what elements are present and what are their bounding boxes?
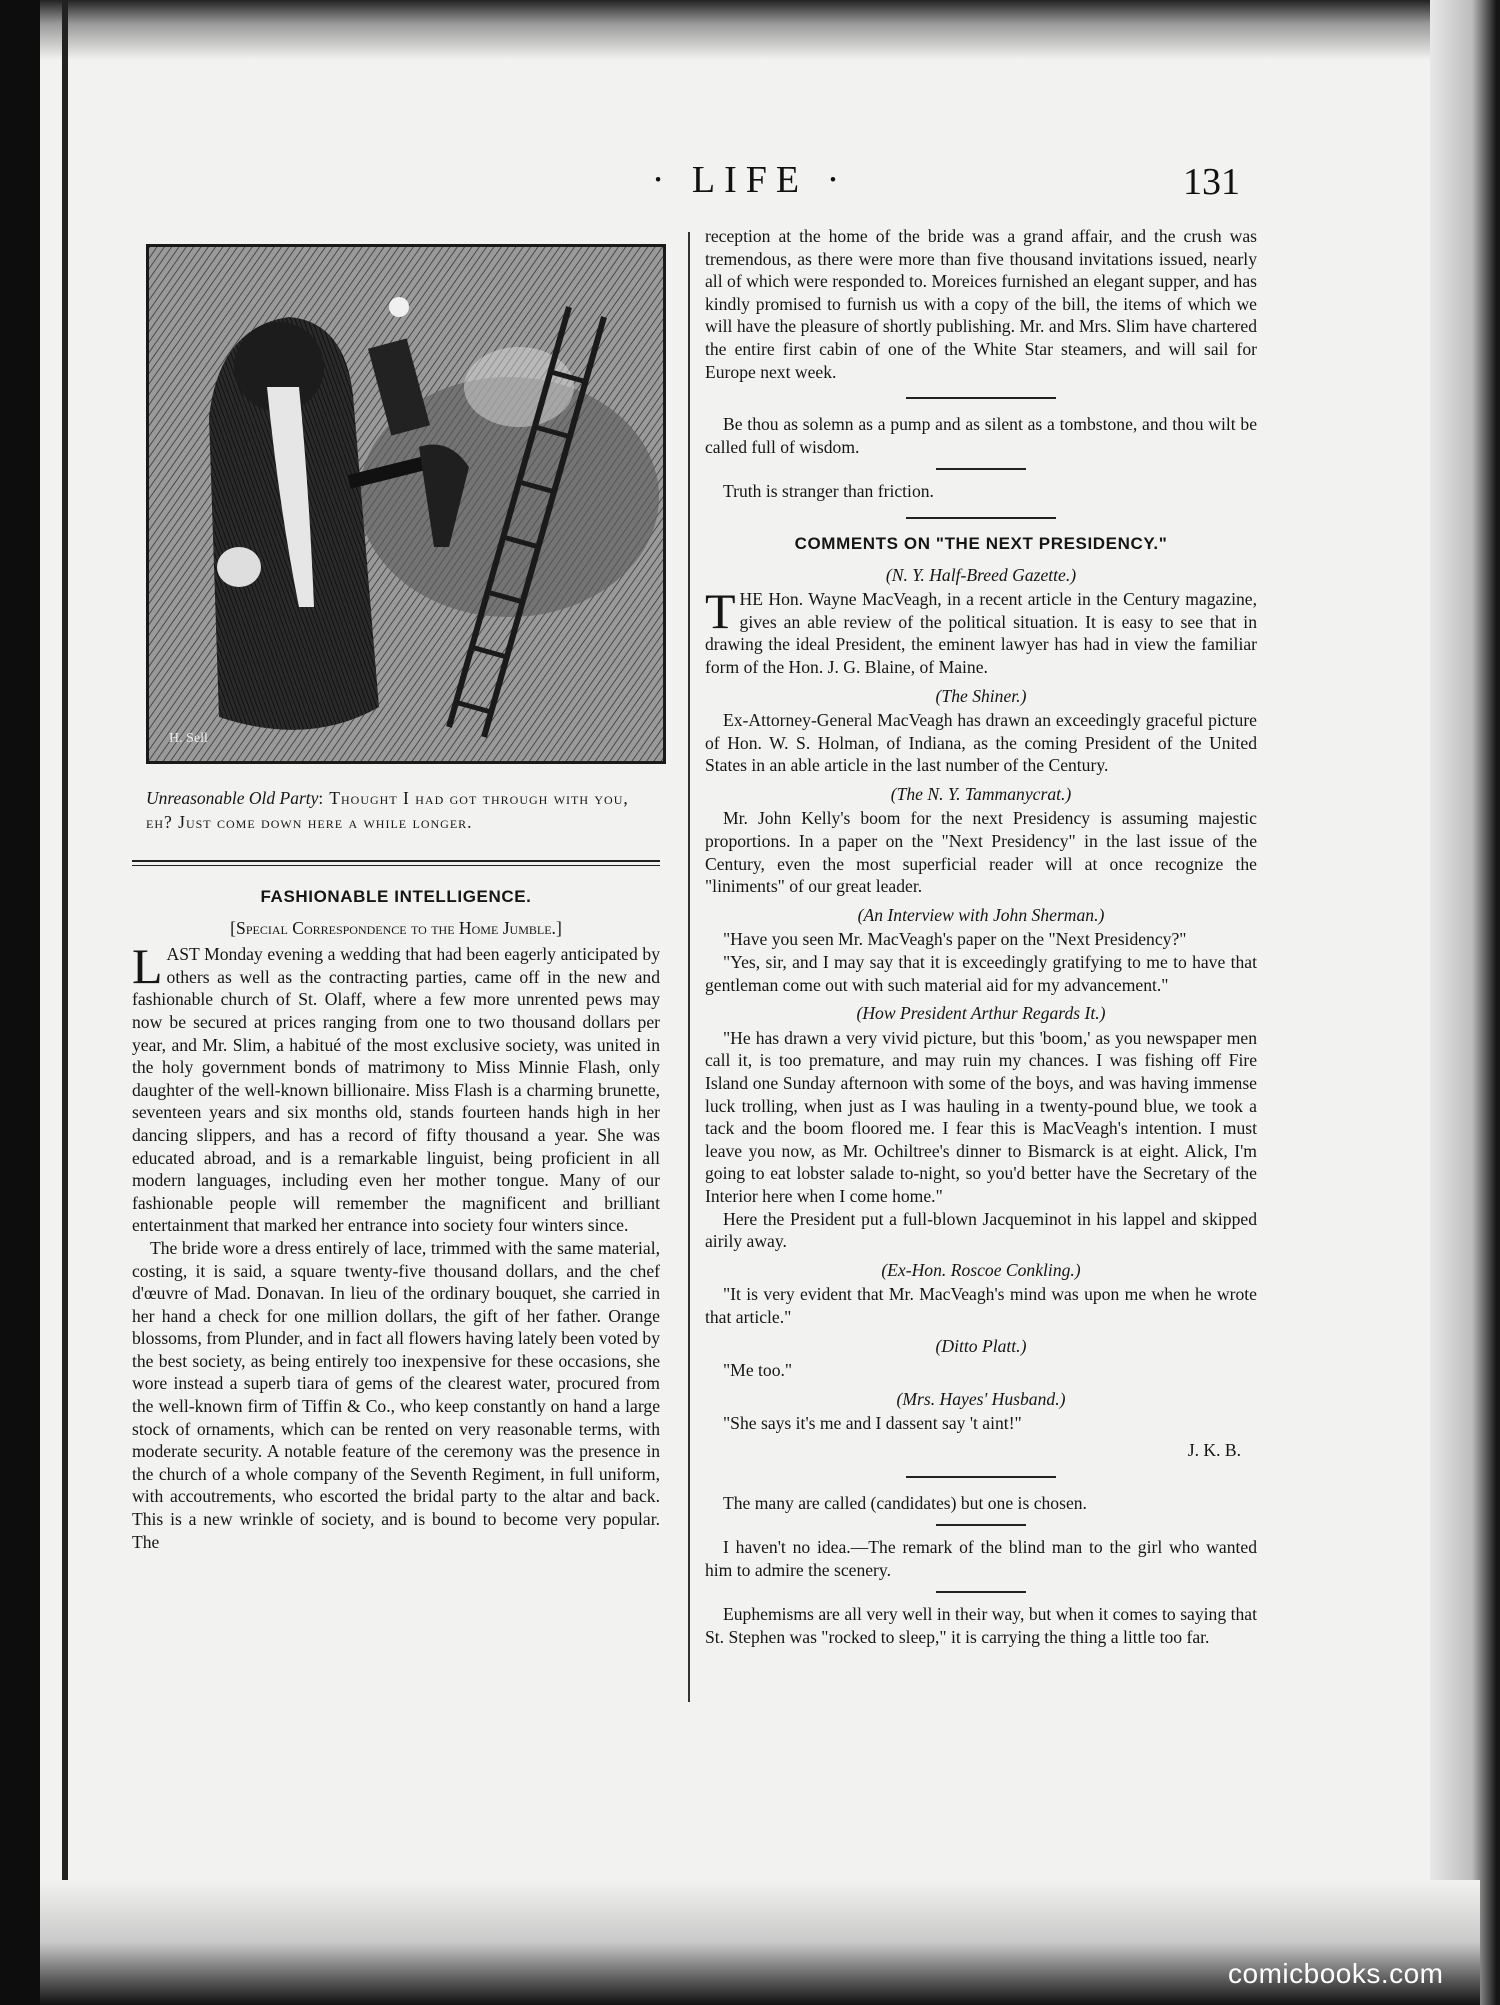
source-half-breed: (N. Y. Half-Breed Gazette.) [885, 564, 1077, 585]
short-rule [936, 468, 1026, 470]
drop-cap: L [132, 938, 163, 995]
left-column [132, 232, 660, 1553]
drop-cap: T [705, 583, 736, 640]
comment-conkling: "It is very evident that Mr. MacVeagh's mind was upon me when he wrote that article." [705, 1284, 1257, 1327]
section-rule [906, 1476, 1056, 1478]
comment-arthur-exit: Here the President put a full-blown Jacqueminot in his lappel and skipped airily away. [705, 1208, 1257, 1252]
fashionable-subtitle: [Special Correspondence to the Home Jumble.] [230, 917, 562, 938]
top-page-shadow [40, 0, 1480, 60]
old-party-ladder-drawing [149, 247, 663, 761]
filler-euphemisms: Euphemisms are all very well in their way, but when it comes to saying that St. Stephen was "rocked to sleep," it is carrying the thing a little too far. [705, 1604, 1257, 1647]
illustration-caption [132, 786, 660, 834]
source-arthur: (How President Arthur Regards It.) [856, 1003, 1106, 1024]
filler-solemn: Be thou as solemn as a pump and as silent as a tombstone, and thou wilt be called full of wisdom. [705, 414, 1257, 457]
right-page-edge [1430, 0, 1500, 2005]
artist-signature: H. Sell [169, 731, 208, 746]
comment-kelly: Mr. John Kelly's boom for the next Presidency is assuming majestic proportions. In a paper on the "Next Presidency" in the last issue of the Century, even the most superficial reader will at once recognize the "liniments" of our great leader. [705, 808, 1257, 897]
source-conkling: (Ex-Hon. Roscoe Conkling.) [881, 1259, 1081, 1280]
comment-platt: "Me too." [723, 1360, 793, 1381]
short-rule [936, 1591, 1026, 1593]
comment-arthur: "He has drawn a very vivid picture, but this 'boom,' as you newspaper men call it, is too premature, and may ruin my chances. I was fishing off Fire Island one Sunday afternoon with some of the boys, and was having immense luck trolling, when just as I was hauling in a twenty-pound blue, we took a tack and the boom floored me. I fear this is MacVeagh's intention. I must leave you now, as Mr. Ochiltree's dinner to Bismarck is at eight. Alick, I'm going to eat lobster salade to-night, so you'd better have the Secretary of the Interior here when I come home." [705, 1027, 1257, 1206]
comment-sherman-q: "Have you seen Mr. MacVeagh's paper on the "Next Presidency?" [723, 929, 1187, 950]
fashionable-paragraph-3: reception at the home of the bride was a grand affair, and the crush was tremendous, as there were more than five thousand invitations issued, nearly all of which were responded to. Moreices furnished an elegant supper, and has kindly promised to furnish us with a copy of the bill, the items of which we will have the pleasure of shortly publishing. Mr. and Mrs. Slim have chartered the entire first cabin of one of the White Star steamers, and will sail for Europe next week. [705, 226, 1257, 382]
comment-blaine: HE Hon. Wayne MacVeagh, in a recent article in the Century magazine, gives an able review of the political situation. It is easy to see that in drawing the ideal President, the eminent lawyer has had in view the familiar form of the Hon. J. G. Blaine, of Maine. [705, 589, 1257, 677]
engraving-illustration [146, 244, 666, 764]
caption-speaker: Unreasonable Old Party [146, 788, 319, 808]
filler-truth: Truth is stranger than friction. [723, 481, 934, 502]
signature: J. K. B. [1187, 1439, 1241, 1460]
fashionable-heading: FASHIONABLE INTELLIGENCE. [260, 887, 532, 906]
column-rule [688, 232, 690, 1702]
watermark: comicbooks.com [1228, 1958, 1444, 1989]
source-tammanycrat: (The N. Y. Tammanycrat.) [890, 783, 1072, 804]
fashionable-paragraph-1: AST Monday evening a wedding that had been eagerly anticipated by others as well as the contracting parties, came off in the new and fashionable church of St. Olaff, where a few more unrented pews may now be secured at prices ranging from one to two thousand dollars per year, and Mr. Slim, a habitué of the most exclusive society, was united in the holy government bonds of matrimony to Miss Minnie Flash, only daughter of the well-known billionaire. Miss Flash is a charming brunette, seventeen years and six months old, stands fourteen hands high in her dancing slippers, and has a record of fifty thousand a year. She was educated abroad, and is a remarkable linguist, being proficient in all modern languages, including even her mother tongue. Many of our fashionable people will remember the magnificent and brilliant entertainment that marked her entrance into society four winters since. [132, 944, 660, 1236]
comments-heading: COMMENTS ON "THE NEXT PRESIDENCY." [794, 533, 1168, 553]
source-shiner: (The Shiner.) [935, 685, 1027, 706]
filler-many-called: The many are called (candidates) but one is chosen. [723, 1492, 1087, 1513]
fashionable-paragraph-2: The bride wore a dress entirely of lace, trimmed with the same material, costing, it is said, a square twenty-five thousand dollars, and the chef d'œuvre of Mad. Donavan. In lieu of the ordinary bouquet, she carried in her hand a check for one million dollars, the gift of her father. Orange blossoms, from Plunder, and in fact all flowers having lately been voted by the best society, as being entirely too inexpensive for these occasions, she wore instead a superb tiara of gems of the clearest water, procured from the well-known firm of Tiffin & Co., who keep constantly on hand a large stock of ornaments, which can be rented on very reasonable terms, with moderate security. A notable feature of the ceremony was the presence in the church of a whole company of the Seventh Regiment, in full uniform, with accoutrements, who escorted the bridal party to the altar and back. This is a new wrinkle of society, and is bound to become very popular. The [132, 1237, 660, 1552]
section-rule [906, 517, 1056, 519]
page-number: 131 [1183, 161, 1240, 203]
comment-sherman-a: "Yes, sir, and I may say that it is exceedingly gratifying to me to have that gentleman come out with such material aid for my advancement." [705, 952, 1257, 995]
source-hayes: (Mrs. Hayes' Husband.) [896, 1388, 1066, 1409]
binding-edge [62, 0, 68, 1990]
right-column [705, 225, 1257, 1648]
filler-blind-man: I haven't no idea.—The remark of the blind man to the girl who wanted him to admire the scenery. [705, 1537, 1257, 1580]
double-rule [132, 860, 660, 866]
source-sherman: (An Interview with John Sherman.) [857, 904, 1105, 925]
comment-hayes: "She says it's me and I dassent say 't aint!" [723, 1413, 1022, 1434]
source-platt: (Ditto Platt.) [935, 1335, 1027, 1356]
caption-text: : Thought I had got through with you, eh? Just come down here a while longer. [146, 788, 629, 832]
comment-holman: Ex-Attorney-General MacVeagh has drawn an exceedingly graceful picture of Hon. W. S. Holman, of Indiana, as the coming President of the United States in an able article in the last number of the Century. [705, 710, 1257, 776]
masthead: · LIFE · [651, 159, 849, 201]
short-rule [936, 1524, 1026, 1526]
section-rule [906, 397, 1056, 399]
